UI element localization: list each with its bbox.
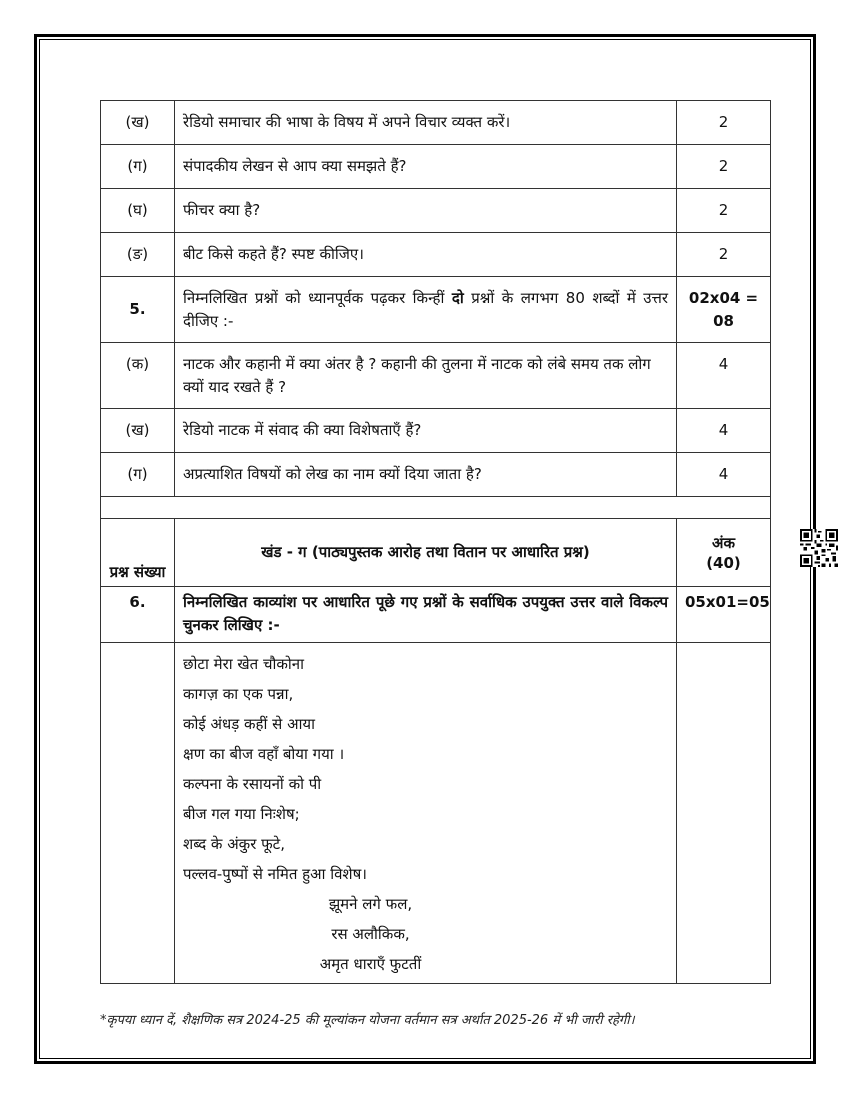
question-text: निम्नलिखित काव्यांश पर आधारित पूछे गए प्रश्नों के सर्वाधिक उपयुक्त उत्तर वाले विकल्प चुनकर लिखिए :- bbox=[175, 587, 677, 643]
table-row bbox=[101, 233, 771, 277]
poem-line: शब्द के अंकुर फूटे, bbox=[183, 835, 285, 853]
question-marks: 2 bbox=[677, 233, 771, 277]
spacer-row bbox=[101, 497, 771, 519]
question-text: बीट किसे कहते हैं? स्पष्ट कीजिए। bbox=[175, 233, 677, 277]
q5-marks-line1: 02x04 = bbox=[688, 288, 759, 307]
header-question-number: प्रश्न संख्या bbox=[101, 519, 175, 587]
table-row-q6 bbox=[101, 587, 771, 643]
poem-line: कल्पना के रसायनों को पी bbox=[183, 775, 322, 793]
footnote: *कृपया ध्यान दें, शैक्षणिक सत्र 2024-25 की मूल्यांकन योजना वर्तमान सत्र अर्थात 2025-26 में भी जारी रहेगी। bbox=[100, 1013, 635, 1028]
poem-marks-cell bbox=[677, 643, 771, 984]
section-title: खंड - ग (पाठ्यपुस्तक आरोह तथा वितान पर आधारित प्रश्न) bbox=[175, 519, 677, 587]
poem-line-centered: रस अलौकिक, bbox=[331, 925, 410, 943]
section-header-row bbox=[101, 519, 771, 587]
question-marks: 2 bbox=[677, 189, 771, 233]
question-number: 6. bbox=[101, 587, 175, 643]
question-number: (ङ) bbox=[101, 233, 175, 277]
question-text: संपादकीय लेखन से आप क्या समझते हैं? bbox=[175, 145, 677, 189]
question-number: (ग) bbox=[101, 453, 175, 497]
question-text: नाटक और कहानी में क्या अंतर है ? कहानी की तुलना में नाटक को लंबे समय तक लोग क्यों याद रखते हैं ? bbox=[175, 343, 677, 409]
question-marks bbox=[677, 277, 771, 343]
q5-text-bold: दो bbox=[451, 288, 464, 307]
poem-text bbox=[175, 643, 677, 984]
poem-line: कागज़ का एक पन्ना, bbox=[183, 685, 294, 703]
qr-code-icon bbox=[800, 528, 838, 568]
table-row bbox=[101, 189, 771, 233]
question-number: (ग) bbox=[101, 145, 175, 189]
q5-text-end: प्रश्नों के लगभग 80 शब्दों में उत्तर दीजिए :- bbox=[183, 288, 668, 330]
question-text: फीचर क्या है? bbox=[175, 189, 677, 233]
poem-row bbox=[101, 643, 771, 984]
question-marks: 4 bbox=[677, 409, 771, 453]
question-table bbox=[100, 100, 771, 984]
poem-number-cell bbox=[101, 643, 175, 984]
question-marks: 4 bbox=[677, 343, 771, 409]
q5-marks-line2: 08 bbox=[713, 311, 734, 330]
table-row bbox=[101, 343, 771, 409]
question-number: (ख) bbox=[101, 409, 175, 453]
spacer-cell bbox=[101, 497, 771, 519]
table-row bbox=[101, 145, 771, 189]
poem-line-centered: अमृत धाराएँ फुटतीं bbox=[319, 955, 422, 973]
question-marks: 4 bbox=[677, 453, 771, 497]
poem-line: क्षण का बीज वहाँ बोया गया । bbox=[183, 745, 345, 763]
question-number: 5. bbox=[101, 277, 175, 343]
header-marks bbox=[677, 519, 771, 587]
question-marks: 05x01=05 bbox=[677, 587, 771, 643]
header-marks-total: (40) bbox=[706, 553, 741, 572]
poem-line-centered: झूमने लगे फल, bbox=[328, 895, 413, 913]
question-marks: 2 bbox=[677, 145, 771, 189]
question-text: रेडियो समाचार की भाषा के विषय में अपने विचार व्यक्त करें। bbox=[175, 101, 677, 145]
poem-line: बीज गल गया निःशेष; bbox=[183, 805, 300, 823]
poem-line: पल्लव-पुष्पों से नमित हुआ विशेष। bbox=[183, 865, 367, 883]
table-row bbox=[101, 453, 771, 497]
table-row bbox=[101, 101, 771, 145]
question-number: (ख) bbox=[101, 101, 175, 145]
question-text: रेडियो नाटक में संवाद की क्या विशेषताएँ हैं? bbox=[175, 409, 677, 453]
question-text bbox=[175, 277, 677, 343]
header-marks-label: अंक bbox=[712, 533, 735, 552]
table-row bbox=[101, 409, 771, 453]
question-number: (घ) bbox=[101, 189, 175, 233]
question-text: अप्रत्याशित विषयों को लेख का नाम क्यों दिया जाता है? bbox=[175, 453, 677, 497]
question-number: (क) bbox=[101, 343, 175, 409]
poem-line: कोई अंधड़ कहीं से आया bbox=[183, 715, 315, 733]
question-marks: 2 bbox=[677, 101, 771, 145]
table-row-q5 bbox=[101, 277, 771, 343]
q5-text-start: निम्नलिखित प्रश्नों को ध्यानपूर्वक पढ़कर किन्हीं bbox=[183, 288, 452, 307]
poem-line: छोटा मेरा खेत चौकोना bbox=[183, 655, 304, 673]
